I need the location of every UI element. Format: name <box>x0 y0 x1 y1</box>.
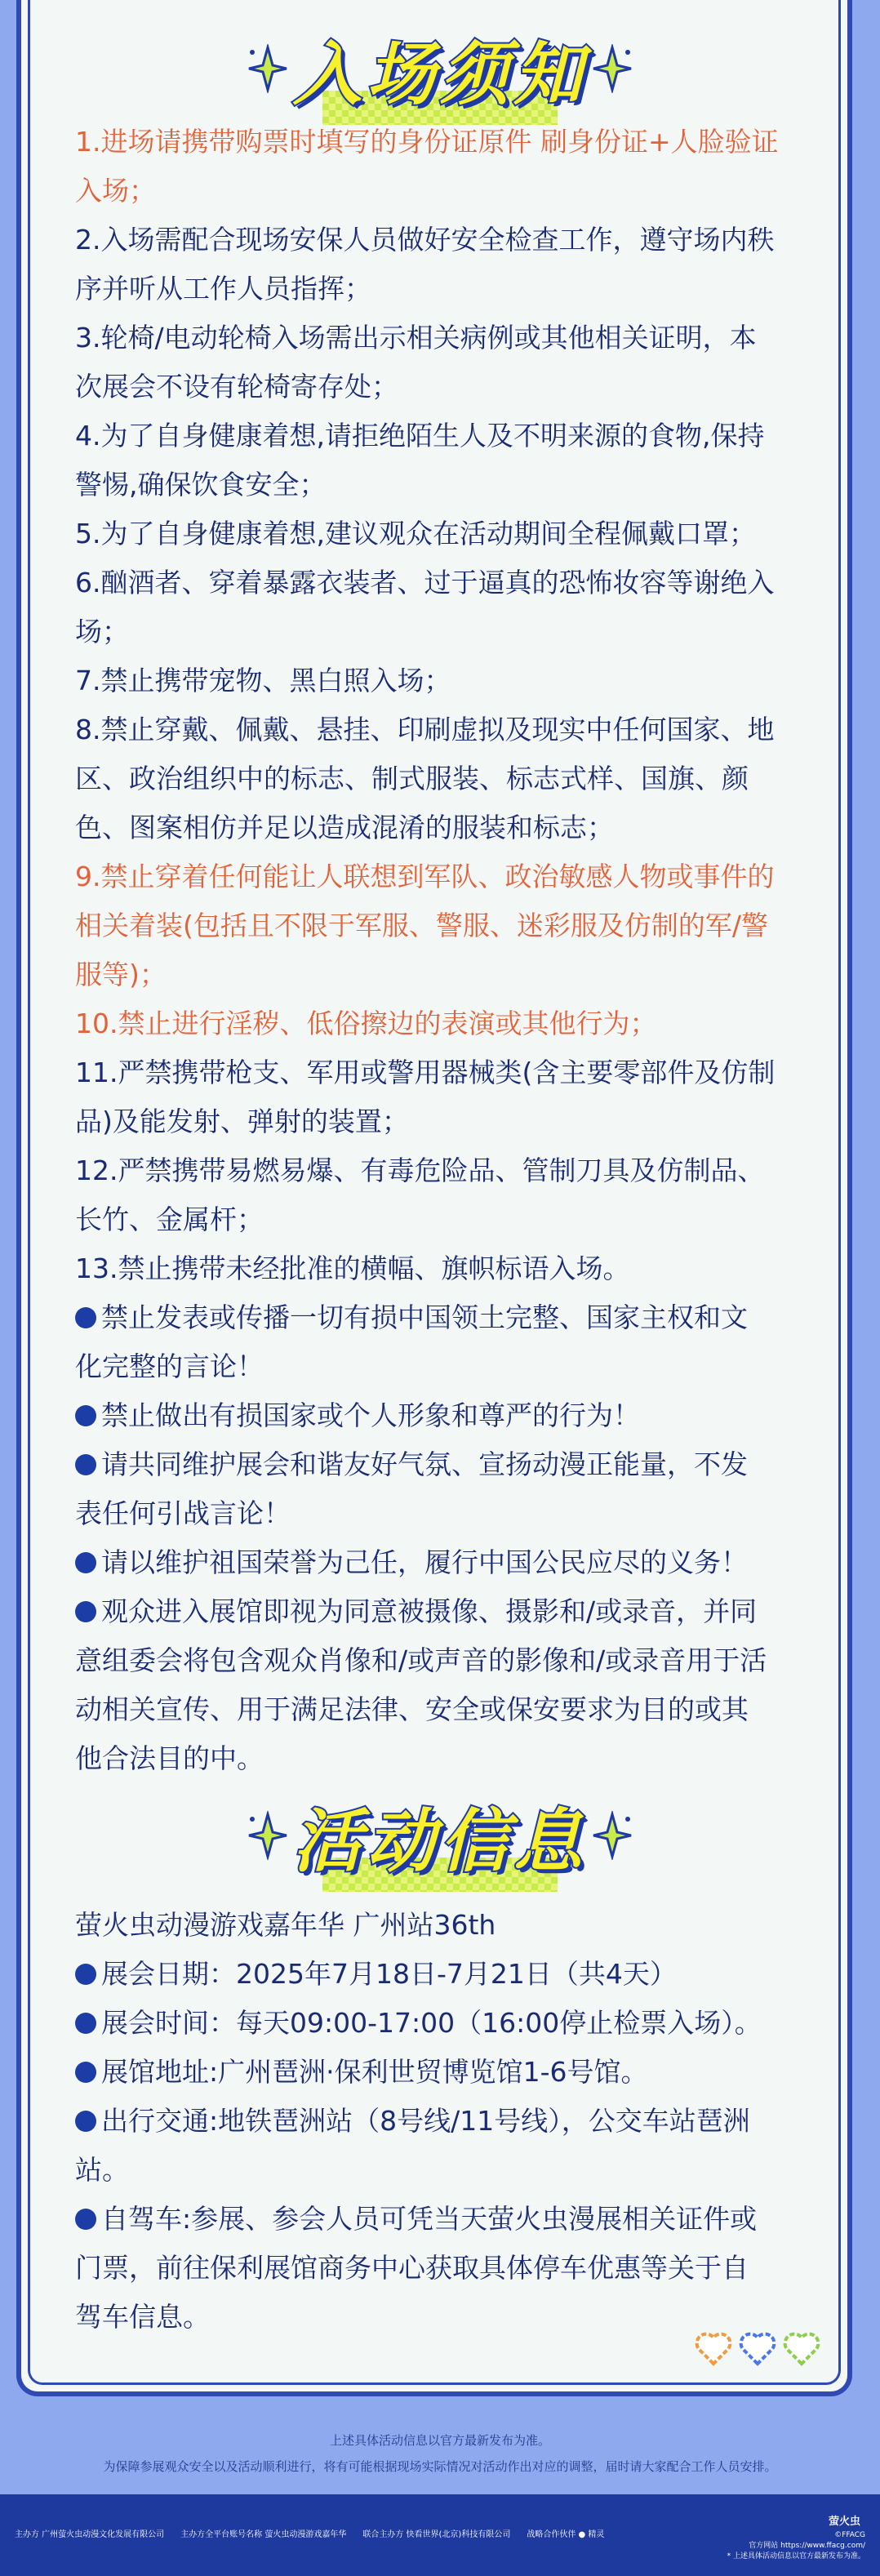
text-line-content: 场； <box>75 616 129 647</box>
footer-bar <box>0 2494 880 2576</box>
bullet-icon <box>75 2013 96 2034</box>
text-line-content: 禁止发表或传播一切有损中国领土完整、国家主权和文 <box>101 1301 748 1333</box>
text-line-content: 动相关宣传、用于满足法律、安全或保安要求为目的或其 <box>75 1693 749 1725</box>
text-line <box>75 1636 810 1685</box>
text-line-content: 相关着装(包括且不限于军服、警服、迷彩服及仿制的军/警 <box>75 910 768 941</box>
text-line <box>75 1146 810 1195</box>
footer-organizers: 主办方 广州萤火虫动漫文化发展有限公司 主办方全平台账号名称 萤火虫动漫游戏嘉年华 联合主办方 快看世界(北京)科技有限公司 战略合作伙伴 ● 精灵 <box>15 2530 605 2539</box>
heart-icon <box>782 2331 821 2367</box>
text-line-content: 自驾车:参展、参会人员可凭当天萤火虫漫展相关证件或 <box>101 2203 758 2235</box>
text-line <box>75 167 810 216</box>
text-line <box>75 2048 810 2097</box>
text-line <box>75 216 810 265</box>
text-line-content: 表任何引战言论！ <box>75 1497 291 1529</box>
text-line-content: 区、政治组织中的标志、制式服装、标志式样、国旗、颜 <box>75 763 749 794</box>
notice-line-2: 为保障参展观众安全以及活动顺利进行，将有可能根据现场实际情况对活动作出对应的调整，届时请大家配合工作人员安排。 <box>103 2459 777 2474</box>
text-line-content: 驾车信息。 <box>75 2301 210 2333</box>
text-line-content: 请共同维护展会和谐友好气氛、宣扬动漫正能量，不发 <box>101 1448 748 1480</box>
text-line-content: 萤火虫动漫游戏嘉年华 广州站36th <box>75 1909 496 1941</box>
text-line-content: 8.禁止穿戴、佩戴、悬挂、印刷虚拟及现实中任何国家、地 <box>75 714 775 745</box>
footer-copyright <box>727 2530 865 2562</box>
text-line-content: 他合法目的中。 <box>75 1742 264 1774</box>
text-line <box>75 1244 810 1293</box>
bullet-icon <box>75 1964 96 1985</box>
bullet-icon <box>75 1307 96 1328</box>
text-line-content: 化完整的言论！ <box>75 1350 264 1382</box>
copyright-text: ©FFACG <box>834 2531 865 2539</box>
notice-line-1: 上述具体活动信息以官方最新发布为准。 <box>329 2433 550 2448</box>
text-line <box>75 1587 810 1636</box>
sparkle-icon <box>592 1811 633 1860</box>
text-line <box>75 950 810 999</box>
text-line <box>75 1538 810 1587</box>
heart-icons <box>694 2331 821 2367</box>
text-line-content: 意组委会将包含观众肖像和/或声音的影像和/或录音用于活 <box>75 1644 767 1676</box>
sparkle-icon <box>592 44 633 93</box>
text-line <box>75 1901 810 1950</box>
text-line <box>75 1489 810 1538</box>
bullet-icon <box>75 2111 96 2132</box>
text-line-content: 展会时间：每天09:00-17:00（16:00停止检票入场）。 <box>101 2007 762 2039</box>
text-line <box>75 607 810 656</box>
heart-icon <box>694 2331 733 2367</box>
text-line-content: 色、图案相仿并足以造成混淆的服装和标志； <box>75 812 614 843</box>
text-line <box>75 363 810 412</box>
bullet-icon <box>75 1454 96 1475</box>
text-line <box>75 656 810 705</box>
text-line-content: 观众进入展馆即视为同意被摄像、摄影和/或录音，并同 <box>101 1595 758 1627</box>
section-title-text: 入场须知 <box>292 33 587 114</box>
text-line-content: 展会日期：2025年7月18日-7月21日（共4天） <box>101 1958 677 1990</box>
text-line <box>75 412 810 460</box>
footer-note: * 上述具体活动信息以官方最新发布为准。 <box>727 2552 865 2560</box>
text-line <box>75 705 810 754</box>
text-line-content: 出行交通:地铁琶洲站（8号线/11号线），公交车站琶洲 <box>101 2105 750 2137</box>
sparkle-icon <box>247 1811 288 1860</box>
heart-icon <box>738 2331 777 2367</box>
text-line <box>75 118 810 167</box>
text-line <box>75 1097 810 1146</box>
bullet-icon <box>75 2062 96 2083</box>
text-line <box>75 1999 810 2048</box>
text-line-content: 10.禁止进行淫秽、低俗擦边的表演或其他行为； <box>75 1008 657 1039</box>
bullet-icon <box>75 1405 96 1426</box>
text-line <box>75 1685 810 1734</box>
bullet-icon <box>75 2209 96 2230</box>
text-line <box>75 2146 810 2195</box>
section-title-entry-rules <box>0 20 880 118</box>
text-line-content: 长竹、金属杆； <box>75 1203 264 1235</box>
text-line <box>75 265 810 314</box>
text-line-content: 4.为了自身健康着想,请拒绝陌生人及不明来源的食物,保持 <box>75 420 765 452</box>
text-line <box>75 1950 810 1999</box>
text-line-content: 警惕,确保饮食安全； <box>75 469 327 501</box>
text-line-content: 3.轮椅/电动轮椅入场需出示相关病例或其他相关证明，本 <box>75 322 757 354</box>
text-line <box>75 901 810 950</box>
text-line-content: 13.禁止携带未经批准的横幅、旗帜标语入场。 <box>75 1252 630 1284</box>
text-line <box>75 314 810 363</box>
text-line-content: 11.严禁携带枪支、军用或警用器械类(含主要零部件及仿制 <box>75 1057 776 1088</box>
bullet-icon <box>75 1601 96 1622</box>
event-info-list <box>75 1901 810 2342</box>
section-title-event-info <box>0 1786 880 1884</box>
text-line-content: 门票，前往保利展馆商务中心获取具体停车优惠等关于自 <box>75 2252 749 2284</box>
text-line-content: 序并听从工作人员指挥； <box>75 273 371 305</box>
text-line-content: 7.禁止携带宠物、黑白照入场； <box>75 665 451 696</box>
section-title-text: 活动信息 <box>292 1800 587 1881</box>
entry-rules-list <box>75 118 810 1783</box>
text-line-content: 5.为了自身健康着想,建议观众在活动期间全程佩戴口罩； <box>75 518 756 549</box>
text-line-content: 服等)； <box>75 959 167 990</box>
text-line-content: 请以维护祖国荣誉为己任，履行中国公民应尽的义务！ <box>101 1546 748 1578</box>
text-line <box>75 509 810 558</box>
text-line <box>75 1391 810 1440</box>
text-line <box>75 1342 810 1391</box>
site-link[interactable]: 官方网站 https://www.ffacg.com/ <box>749 2542 865 2550</box>
text-line <box>75 1734 810 1783</box>
text-line-content: 站。 <box>75 2154 129 2186</box>
text-line <box>75 2097 810 2146</box>
text-line-content: 12.严禁携带易燃易爆、有毒危险品、管制刀具及仿制品、 <box>75 1155 765 1186</box>
text-line-content: 2.入场需配合现场安保人员做好安全检查工作，遵守场内秩 <box>75 224 775 256</box>
text-line <box>75 803 810 852</box>
sparkle-icon <box>247 44 288 93</box>
text-line-content: 入场； <box>75 175 156 207</box>
text-line <box>75 558 810 607</box>
text-line <box>75 852 810 901</box>
text-line-content: 1.进场请携带购票时填写的身份证原件 刷身份证+人脸验证 <box>75 126 779 158</box>
footer-logo: 萤火虫 <box>828 2516 860 2528</box>
text-line <box>75 2244 810 2293</box>
bullet-icon <box>75 1552 96 1573</box>
text-line <box>75 1293 810 1342</box>
text-line-content: 9.禁止穿着任何能让人联想到军队、政治敏感人物或事件的 <box>75 861 775 892</box>
text-line <box>75 1195 810 1244</box>
text-line-content: 品)及能发射、弹射的装置； <box>75 1106 409 1137</box>
text-line <box>75 2195 810 2244</box>
text-line <box>75 754 810 803</box>
text-line <box>75 1440 810 1489</box>
text-line-content: 禁止做出有损国家或个人形象和尊严的行为！ <box>101 1399 640 1431</box>
text-line <box>75 1048 810 1097</box>
text-line <box>75 999 810 1048</box>
text-line <box>75 460 810 509</box>
text-line-content: 次展会不设有轮椅寄存处； <box>75 371 398 403</box>
text-line-content: 展馆地址:广州琶洲·保利世贸博览馆1-6号馆。 <box>101 2056 648 2088</box>
text-line-content: 6.酗酒者、穿着暴露衣装者、过于逼真的恐怖妆容等谢绝入 <box>75 567 775 598</box>
